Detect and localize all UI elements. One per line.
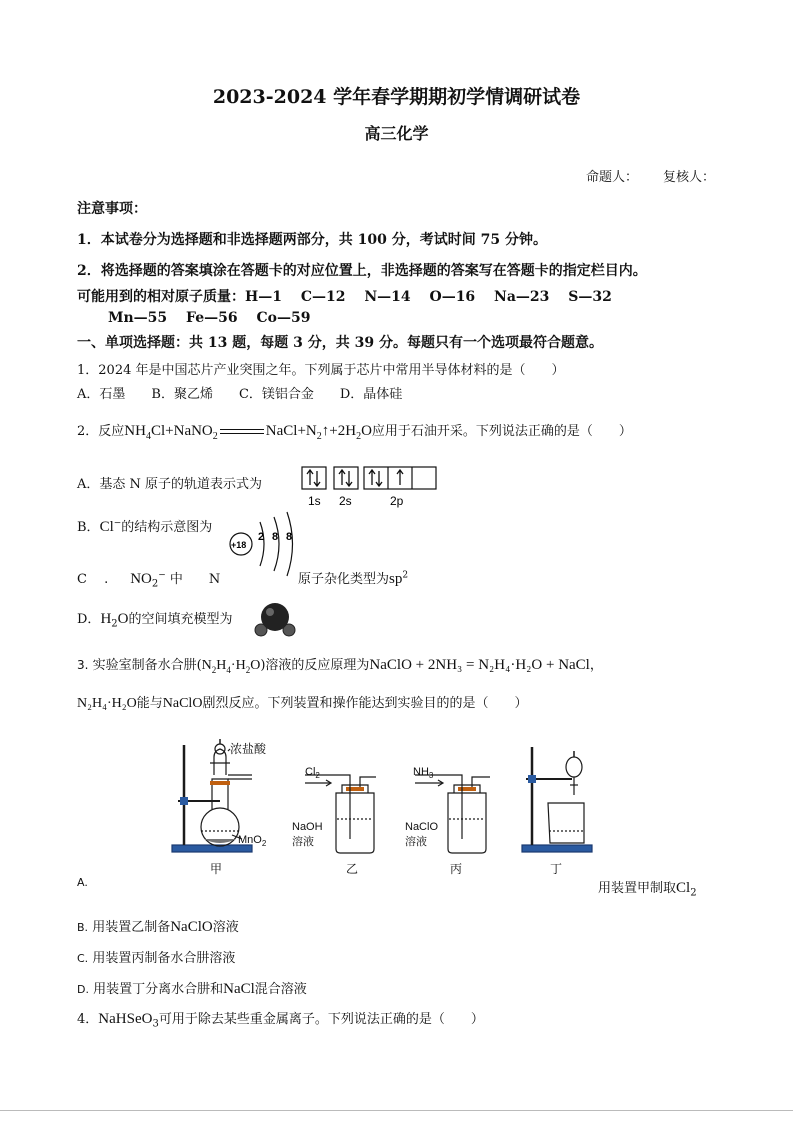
apparatus-yi bbox=[305, 775, 376, 853]
q4-species-sub: 3 bbox=[152, 1018, 159, 1030]
q3-line2-species: N₂H₄·H₂O bbox=[77, 696, 137, 711]
q3-hyd-o: O bbox=[250, 658, 261, 673]
q3-option-c-prefix: C. bbox=[77, 952, 89, 965]
q2-plus3: + bbox=[329, 423, 338, 439]
orbital-box-2s bbox=[334, 467, 358, 489]
q2-option-c-prefix: C . bbox=[77, 572, 109, 587]
q3-option-b-prefix: B. bbox=[77, 921, 89, 934]
nh3-label-text: NH bbox=[413, 766, 429, 778]
q3-option-a-sub: 2 bbox=[690, 887, 697, 899]
q2-reactant1: NH bbox=[124, 423, 146, 439]
naclo-label-1: NaClO bbox=[405, 821, 439, 833]
mno2-label-text: MnO bbox=[238, 834, 262, 846]
q2-option-d-sub: 2 bbox=[111, 618, 118, 630]
atomic-masses-line1: 可能用到的相对原子质量：H—1 C—12 N—14 O—16 Na—23 S—32 bbox=[77, 289, 612, 305]
notes-item-1: 1．本试卷分为选择题和非选择题两部分，共 100 分，考试时间 75 分钟。 bbox=[77, 232, 547, 248]
nh3-label-sub: 3 bbox=[428, 771, 434, 780]
q3-equation: NaClO + 2NH₃ = N₂H₄·H₂O + NaCl bbox=[369, 657, 590, 673]
q2-prefix: 2．反应 bbox=[77, 424, 125, 439]
q2-option-a-text: A．基态 N 原子的轨道表示式为 bbox=[77, 477, 263, 492]
q3-option-a-body: 用装置甲制取 bbox=[598, 881, 677, 896]
q2-option-d-text bbox=[77, 608, 233, 630]
reviewer-label: 复核人： bbox=[663, 170, 716, 185]
q2-plus2: + bbox=[297, 423, 306, 439]
caption-yi: 乙 bbox=[346, 862, 359, 876]
q2-option-b-post: 的结构示意图为 bbox=[121, 520, 213, 535]
q3-hyd-sub2: 4 bbox=[226, 664, 231, 675]
q2-product3b: O bbox=[361, 423, 372, 439]
orbital-label-2s: 2s bbox=[339, 494, 352, 508]
q2-option-c-hybrid-sup: 2 bbox=[402, 570, 409, 581]
q3-line2-text: 能与 bbox=[136, 696, 163, 711]
q3-equation-comma: ， bbox=[589, 658, 603, 673]
section-heading: 一、单项选择题：共 13 题，每题 3 分，共 39 分。每题只有一个选项最符合题意。 bbox=[77, 335, 603, 351]
naoh-label-2: 溶液 bbox=[292, 835, 314, 848]
q2-option-c-sub: 2 bbox=[151, 578, 159, 590]
q2-gas-arrow: ↑ bbox=[321, 423, 330, 439]
shell-2-electrons: 8 bbox=[272, 531, 279, 543]
mno2-label-sub: 2 bbox=[261, 839, 267, 848]
acid-label: 浓盐酸 bbox=[230, 742, 267, 756]
q3-hyd-sub1: 2 bbox=[211, 664, 217, 675]
q4-stem bbox=[77, 1008, 484, 1030]
q3-option-d-text-a: 用装置丁分离水合肼和 bbox=[93, 982, 224, 997]
page-bottom-divider bbox=[0, 1110, 793, 1111]
q2-option-c-post bbox=[298, 568, 408, 588]
notes-item-2: 2．将选择题的答案填涂在答题卡的对应位置上，非选择题的答案写在答题卡的指定栏目内。 bbox=[77, 263, 647, 279]
q2-option-d-prefix: D． bbox=[77, 612, 101, 627]
q4-number: 4． bbox=[77, 1012, 99, 1027]
notes-heading: 注意事项： bbox=[77, 201, 147, 217]
electron-arrows bbox=[307, 470, 403, 486]
q2-option-d-post: 的空间填充模型为 bbox=[128, 612, 233, 627]
q3-option-c-text: 用装置丙制备水合肼溶液 bbox=[92, 951, 236, 966]
orbital-box-1s bbox=[302, 467, 326, 489]
q2-product3-sub: 2 bbox=[356, 431, 362, 442]
cl2-label bbox=[305, 766, 320, 780]
caption-bing: 丙 bbox=[450, 862, 463, 876]
q3-option-a-prefix: A. bbox=[77, 876, 88, 889]
atomic-structure-diagram bbox=[228, 508, 300, 578]
apparatus-ding bbox=[522, 747, 592, 852]
shell-1-electrons: 2 bbox=[258, 531, 265, 543]
orbital-label-1s: 1s bbox=[308, 494, 321, 508]
cl2-label-text: Cl bbox=[305, 766, 316, 778]
q2-reactant1b: Cl bbox=[150, 423, 166, 439]
shell-3-electrons: 8 bbox=[286, 531, 293, 543]
q3-option-d-prefix: D. bbox=[77, 983, 89, 996]
subject-title: 高三化学 bbox=[364, 124, 429, 143]
q4-stem-text: 可用于除去某些重金属离子。下列说法正确的是（ ） bbox=[158, 1012, 484, 1027]
q2-option-d-species: H bbox=[100, 611, 112, 627]
q3-option-b-text-a: 用装置乙制备 bbox=[92, 920, 171, 935]
q2-option-c-hybrid: sp bbox=[389, 571, 403, 587]
caption-jia: 甲 bbox=[210, 862, 223, 876]
q2-plus1: + bbox=[165, 423, 174, 439]
q2-product2: N bbox=[305, 423, 317, 439]
q2-product3: 2H bbox=[337, 423, 357, 439]
q2-reactant1-sub: 4 bbox=[145, 431, 151, 442]
q2-option-b-charge: − bbox=[113, 518, 122, 529]
q3-hydrazine-n: N bbox=[201, 658, 212, 673]
q3-stem-line2 bbox=[77, 692, 527, 712]
q3-option-d-text-b: 混合溶液 bbox=[254, 982, 307, 997]
q3-option-b-text-b: 溶液 bbox=[212, 920, 239, 935]
q3-option-d bbox=[77, 978, 307, 998]
author-label: 命题人： bbox=[586, 170, 639, 185]
q3-option-c bbox=[77, 947, 235, 966]
cl2-label-sub: 2 bbox=[315, 771, 320, 780]
q2-option-c-mid: 中 N bbox=[169, 572, 221, 587]
q3-hyd-h: H bbox=[216, 658, 227, 673]
naclo-label-2: 溶液 bbox=[405, 835, 427, 848]
q2-equals-sign bbox=[220, 429, 264, 434]
q2-option-c-text bbox=[77, 568, 220, 590]
q3-option-b-species: NaClO bbox=[170, 919, 213, 935]
q4-species: NaHSeO bbox=[98, 1011, 153, 1027]
q2-option-b-text bbox=[77, 516, 212, 536]
q1-stem: 1．2024 年是中国芯片产业突围之年。下列属于芯片中常用半导体材料的是（ ） bbox=[77, 363, 565, 378]
q2-option-c-post-text: 原子杂化类型为 bbox=[298, 572, 390, 587]
nucleus-charge: +18 bbox=[231, 540, 247, 550]
q3-number: 3. bbox=[77, 658, 89, 672]
q2-product2-sub: 2 bbox=[316, 431, 322, 442]
orbital-diagram bbox=[298, 465, 438, 511]
q2-stem bbox=[77, 420, 632, 442]
q2-reactant2: NaNO bbox=[173, 423, 213, 439]
q3-option-a-species: Cl bbox=[676, 880, 691, 896]
q1-options: A．石墨 B．聚乙烯 C．镁铝合金 D．晶体硅 bbox=[77, 387, 403, 402]
nh3-label bbox=[413, 766, 434, 780]
q3-option-a-text bbox=[598, 877, 697, 899]
q3-line2-naclo: NaClO bbox=[162, 696, 203, 711]
naoh-label-1: NaOH bbox=[292, 821, 323, 833]
q3-option-d-species: NaCl bbox=[223, 981, 255, 997]
q3-line2-rest: 剧烈反应。下列装置和操作能达到实验目的的是（ ） bbox=[202, 696, 528, 711]
q2-suffix: 应用于石油开采。下列说法正确的是（ ） bbox=[371, 424, 632, 439]
q3-stem-a: 实验室制备水合肼( bbox=[92, 658, 202, 673]
atomic-masses-line2: Mn—55 Fe—56 Co—59 bbox=[108, 310, 311, 326]
q2-product1: NaCl bbox=[265, 423, 298, 439]
caption-ding: 丁 bbox=[550, 862, 563, 876]
q3-stem-line1 bbox=[77, 654, 603, 675]
q3-hyd-sub3: 2 bbox=[245, 664, 251, 675]
q2-option-c-sup: − bbox=[158, 570, 166, 581]
apparatus-figure bbox=[160, 735, 620, 877]
mno2-label bbox=[238, 834, 267, 848]
q3-option-b bbox=[77, 916, 239, 936]
q2-option-d-o: O bbox=[117, 611, 129, 627]
q2-option-b-species: Cl bbox=[99, 519, 114, 535]
q3-stem-b: )溶液的反应原理为 bbox=[260, 658, 370, 673]
q2-option-b-prefix: B． bbox=[77, 520, 100, 535]
orbital-label-2p: 2p bbox=[390, 494, 404, 508]
space-filling-model-icon bbox=[250, 600, 300, 640]
q3-hyd-dot: ·H bbox=[230, 658, 246, 673]
exam-title: 2023-2024 学年春学期期初学情调研试卷 bbox=[212, 86, 581, 108]
q2-option-c-species: NO bbox=[130, 571, 152, 587]
q2-reactant2-sub: 2 bbox=[212, 431, 218, 442]
